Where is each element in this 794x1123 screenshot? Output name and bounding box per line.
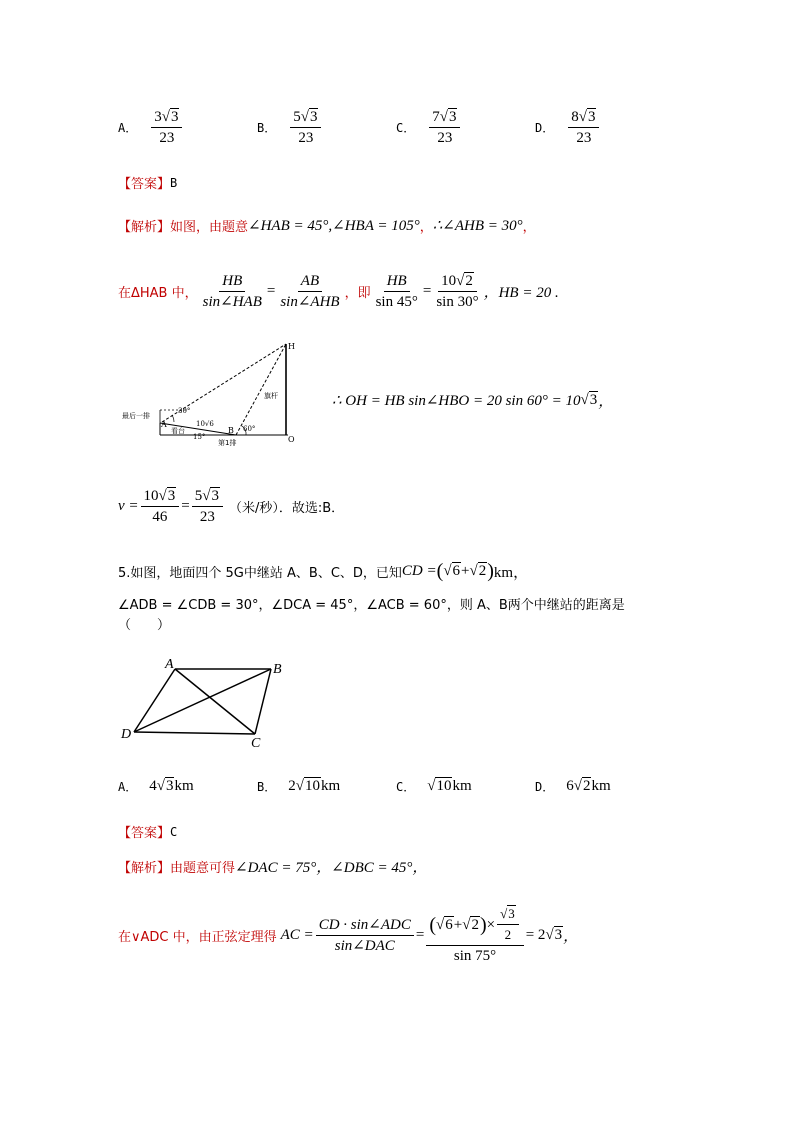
q4-option-c (396, 108, 462, 147)
sine-value-fraction-1: $\frac{HB}{\sin 45^\circ}$ (375, 273, 418, 310)
point-h-label: H (288, 342, 295, 351)
option-label: C． (396, 780, 416, 794)
q5-analysis-line1 (118, 856, 427, 877)
length-label: 10√6 (196, 420, 214, 428)
separator: ， (522, 220, 536, 235)
point-b-label: B (228, 426, 234, 435)
vertex-b-label: B (273, 662, 282, 677)
answer-tag: 【答案】 (118, 826, 171, 841)
analysis-intro: 如图，由题意 (170, 220, 249, 235)
q5-option-a: A． 4√3km (118, 778, 194, 794)
q4-option-d (535, 108, 601, 147)
angle-60-label: 60° (243, 425, 256, 433)
q5-option-c: C． √10km (396, 778, 472, 794)
separator: ， (598, 394, 614, 410)
q5-stem-paren (118, 614, 170, 633)
option-label: A． (118, 780, 138, 794)
flagpole-label: 旗杆 (264, 392, 278, 400)
answer-value: B (170, 175, 178, 190)
hb-result: ，HB = 20 . (483, 285, 559, 301)
oh-radical: √3 (580, 392, 598, 408)
answer-paren: （ ） (118, 618, 171, 633)
analysis-text: 由题意可得 (170, 861, 236, 876)
analysis-tag: 【解析】 (118, 220, 171, 235)
q5-answer (118, 822, 177, 841)
angle-result: ∴∠AHB = 30° (432, 218, 523, 234)
angle-equation: ∠HAB = 45°,∠HBA = 105° (248, 218, 420, 234)
v-fraction-2: $\frac{5√3}{23}$ (192, 487, 223, 526)
cd-unit: km， (493, 565, 529, 581)
ac-lhs: AC = (280, 926, 314, 943)
option-label: B． (257, 780, 277, 794)
point-o-label: O (288, 435, 295, 444)
q5-option-d: D． 6√2km (535, 778, 611, 794)
q5-stem-line1: 5.如图，地面四个 5G中继站 A、B、C、D，已知 CD = ( √6 + √2 ) km， (118, 560, 529, 582)
option-label: D． (535, 121, 555, 135)
q5-sine-law-line: 在∨ADC 中，由正弦定理得 AC = $\frac{\text{CD · sin∠ADC}}{\text{sin∠DAC}}$ = ( √6 + √2 ) × $\frac{√3}{2}$ sin 75° = 2 √3 ， (118, 906, 579, 964)
v-prefix: v = (118, 498, 139, 514)
option-fraction: $\frac{3√3}{23}$ (151, 108, 182, 147)
option-label: B． (257, 121, 277, 135)
sine-law-fraction-1: $\frac{HB}{\text{sin∠HAB}}$ (202, 273, 262, 310)
q5-stem-angles: ∠ADB = ∠CDB = 30°，∠DCA = 45°，∠ACB = 60°，则 A、B两个中继站的距离是 (118, 598, 625, 613)
v-unit: （米/秒）．故选:B． (228, 501, 345, 516)
analysis-tag: 【解析】 (118, 861, 171, 876)
q5-stem-text: 5.如图，地面四个 5G中继站 A、B、C、D，已知 (118, 566, 402, 581)
vertex-c-label: C (251, 736, 261, 751)
vertex-d-label: D (121, 727, 132, 742)
option-label: D． (535, 780, 555, 794)
angle-15-label: 15° (193, 433, 206, 441)
option-label: A． (118, 121, 138, 135)
angle-30-label: 30° (178, 407, 191, 415)
q4-analysis-line1 (118, 216, 536, 235)
option-fraction: $\frac{5√3}{23}$ (290, 108, 321, 147)
separator: ， (419, 220, 433, 235)
q4-option-a (118, 108, 184, 147)
stand-label: 看台 (171, 427, 185, 435)
answer-value: C (170, 824, 178, 839)
vertex-a-label: A (165, 657, 174, 672)
option-fraction: $\frac{8√3}{23}$ (568, 108, 599, 147)
q5-option-b: B． 2√10km (257, 778, 341, 794)
q5-stem-line2 (118, 594, 625, 613)
cd-equation: CD = (401, 563, 437, 579)
option-fraction: $\frac{7√3}{23}$ (429, 108, 460, 147)
q4-option-b (257, 108, 323, 147)
q4-oh-line (332, 390, 613, 411)
sine-value-fraction-2: $\frac{10√2}{\sin 30^\circ}$ (436, 273, 479, 310)
first-row-label: 第1排 (218, 439, 237, 447)
answer-tag: 【答案】 (118, 177, 171, 192)
ac-fraction-1: $\frac{\text{CD · sin∠ADC}}{\text{sin∠DAC}}$ (316, 916, 414, 955)
ac-result-radical: √3 (545, 926, 563, 943)
last-row-label: 最后一排 (122, 412, 150, 420)
law-intro: 在∨ADC 中，由正弦定理得 (118, 929, 277, 945)
ji-text: ，即 (344, 286, 371, 301)
q4-answer (118, 173, 177, 192)
separator: ， (563, 928, 579, 945)
option-label: C． (396, 121, 416, 135)
triangle-intro: 在ΔHAB 中， (118, 286, 198, 301)
ac-result: = 2 (525, 926, 546, 943)
q4-sine-law-line: 在ΔHAB 中， $\frac{HB}{\text{sin∠HAB}}$ = $\frac{AB}{\text{sin∠AHB}}$ ，即 $\frac{HB}{\sin 45^\circ}$ = $\frac{10√2}{\sin 30^\circ}$ ，HB = 20 . (118, 273, 559, 310)
ac-fraction-2: ( √6 + √2 ) × $\frac{√3}{2}$ sin 75° (426, 905, 523, 965)
q4-velocity-line: v = $\frac{10√3}{46}$ = $\frac{5√3}{23}$ （米/秒）．故选:B． (118, 488, 345, 525)
angle-equation: ∠DAC = 75°，∠DBC = 45°， (235, 860, 428, 876)
oh-equation: ∴ OH = HB sin∠HBO = 20 sin 60° = 10 (332, 393, 581, 409)
v-fraction-1: $\frac{10√3}{46}$ (141, 487, 180, 526)
q5-quadrilateral-figure (118, 652, 288, 750)
point-a-label: A (161, 420, 167, 429)
sine-law-fraction-2: $\frac{AB}{\text{sin∠AHB}}$ (280, 273, 340, 310)
q4-flagpole-figure (122, 338, 300, 448)
